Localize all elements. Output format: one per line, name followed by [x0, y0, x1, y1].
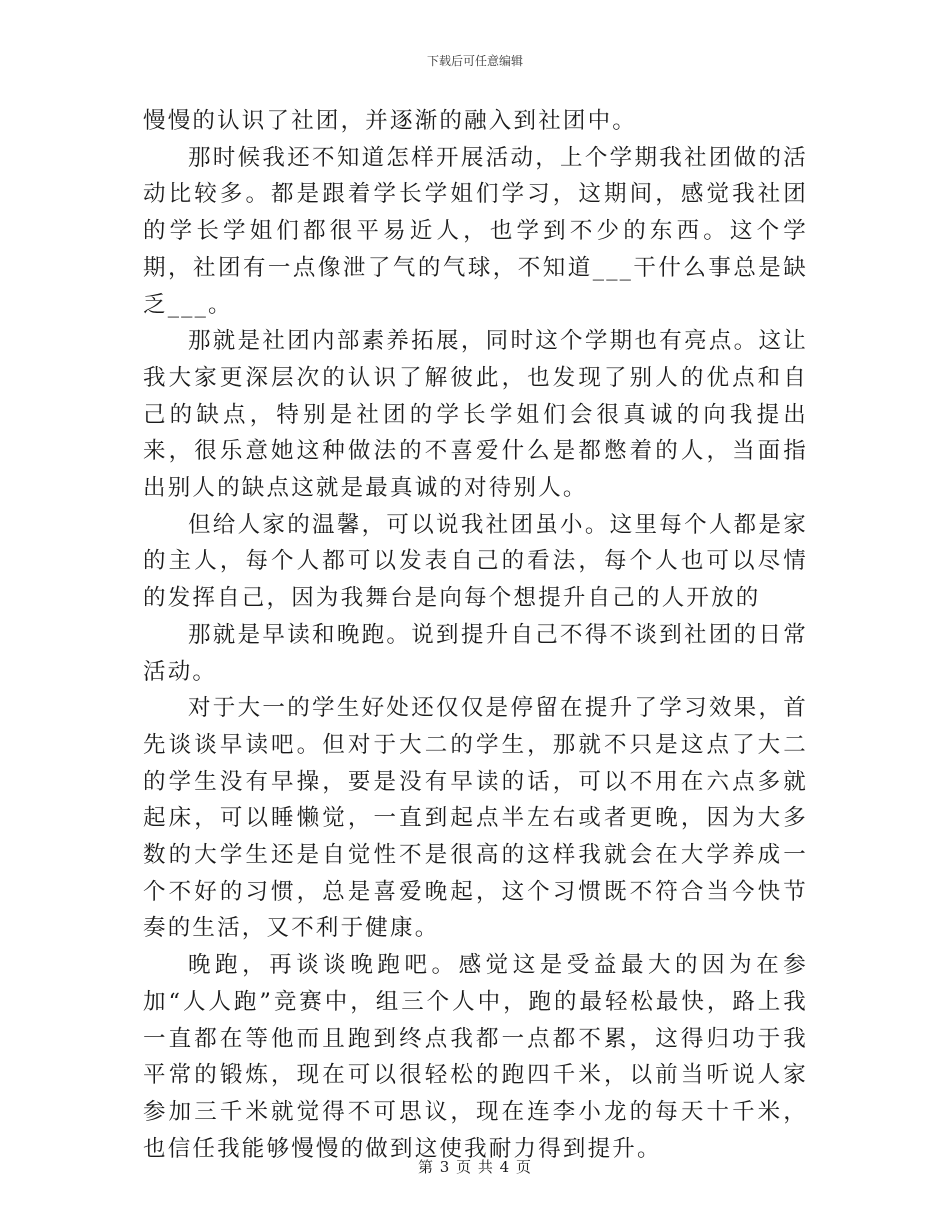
page-number: 第 3 页 共 4 页 — [418, 1158, 532, 1176]
paragraph-2: 那时候我还不知道怎样开展活动，上个学期我社团做的活动比较多。都是跟着学长学姐们学习，这期间，感觉我社团的学长学姐们都很平易近人，也学到不少的东西。这个学期，社团有一点像泄了气的气球，不知道___干什么事总是缺乏___。 — [143, 144, 808, 318]
paragraph-5: 那就是早读和晚跑。说到提升自己不得不谈到社团的日常活动。 — [143, 621, 808, 685]
paragraph-1: 慢慢的认识了社团，并逐渐的融入到社团中。 — [143, 108, 638, 134]
paragraph-7: 晚跑，再谈谈晚跑吧。感觉这是受益最大的因为在参加“人人跑”竞赛中，组三个人中，跑的最轻松最快，路上我一直都在等他而且跑到终点我都一点都不累，这得归功于我平常的锻炼，现在可以很轻松的跑四千米，以前当听说人家参加三千米就觉得不可思议，现在连李小龙的每天十千米，也信任我能够慢慢的做到这使我耐力得到提升。 — [143, 952, 808, 1162]
header-note: 下载后可任意编辑 — [426, 54, 523, 68]
paragraph-6: 对于大一的学生好处还仅仅是停留在提升了学习效果，首先谈谈早读吧。但对于大二的学生，那就不只是这点了大二的学生没有早操，要是没有早读的话，可以不用在六点多就起床，可以睡懒觉，一直到起点半左右或者更晚，因为大多数的大学生还是自觉性不是很高的这样我就会在大学养成一个不好的习惯，总是喜爱晚起，这个习惯既不符合当今快节奏的生活，又不利于健康。 — [143, 695, 808, 942]
body-text — [143, 103, 808, 1167]
paragraph-3: 那就是社团内部素养拓展，同时这个学期也有亮点。这让我大家更深层次的认识了解彼此，也发现了别人的优点和自己的缺点，特别是社团的学长学姐们会很真诚的向我提出来，很乐意她这种做法的不喜爱什么是都憋着的人，当面指出别人的缺点这就是最真诚的对待别人。 — [143, 328, 808, 502]
paragraph-4: 但给人家的温馨，可以说我社团虽小。这里每个人都是家的主人，每个人都可以发表自己的看法，每个人也可以尽情的发挥自己，因为我舞台是向每个想提升自己的人开放的 — [143, 511, 808, 612]
